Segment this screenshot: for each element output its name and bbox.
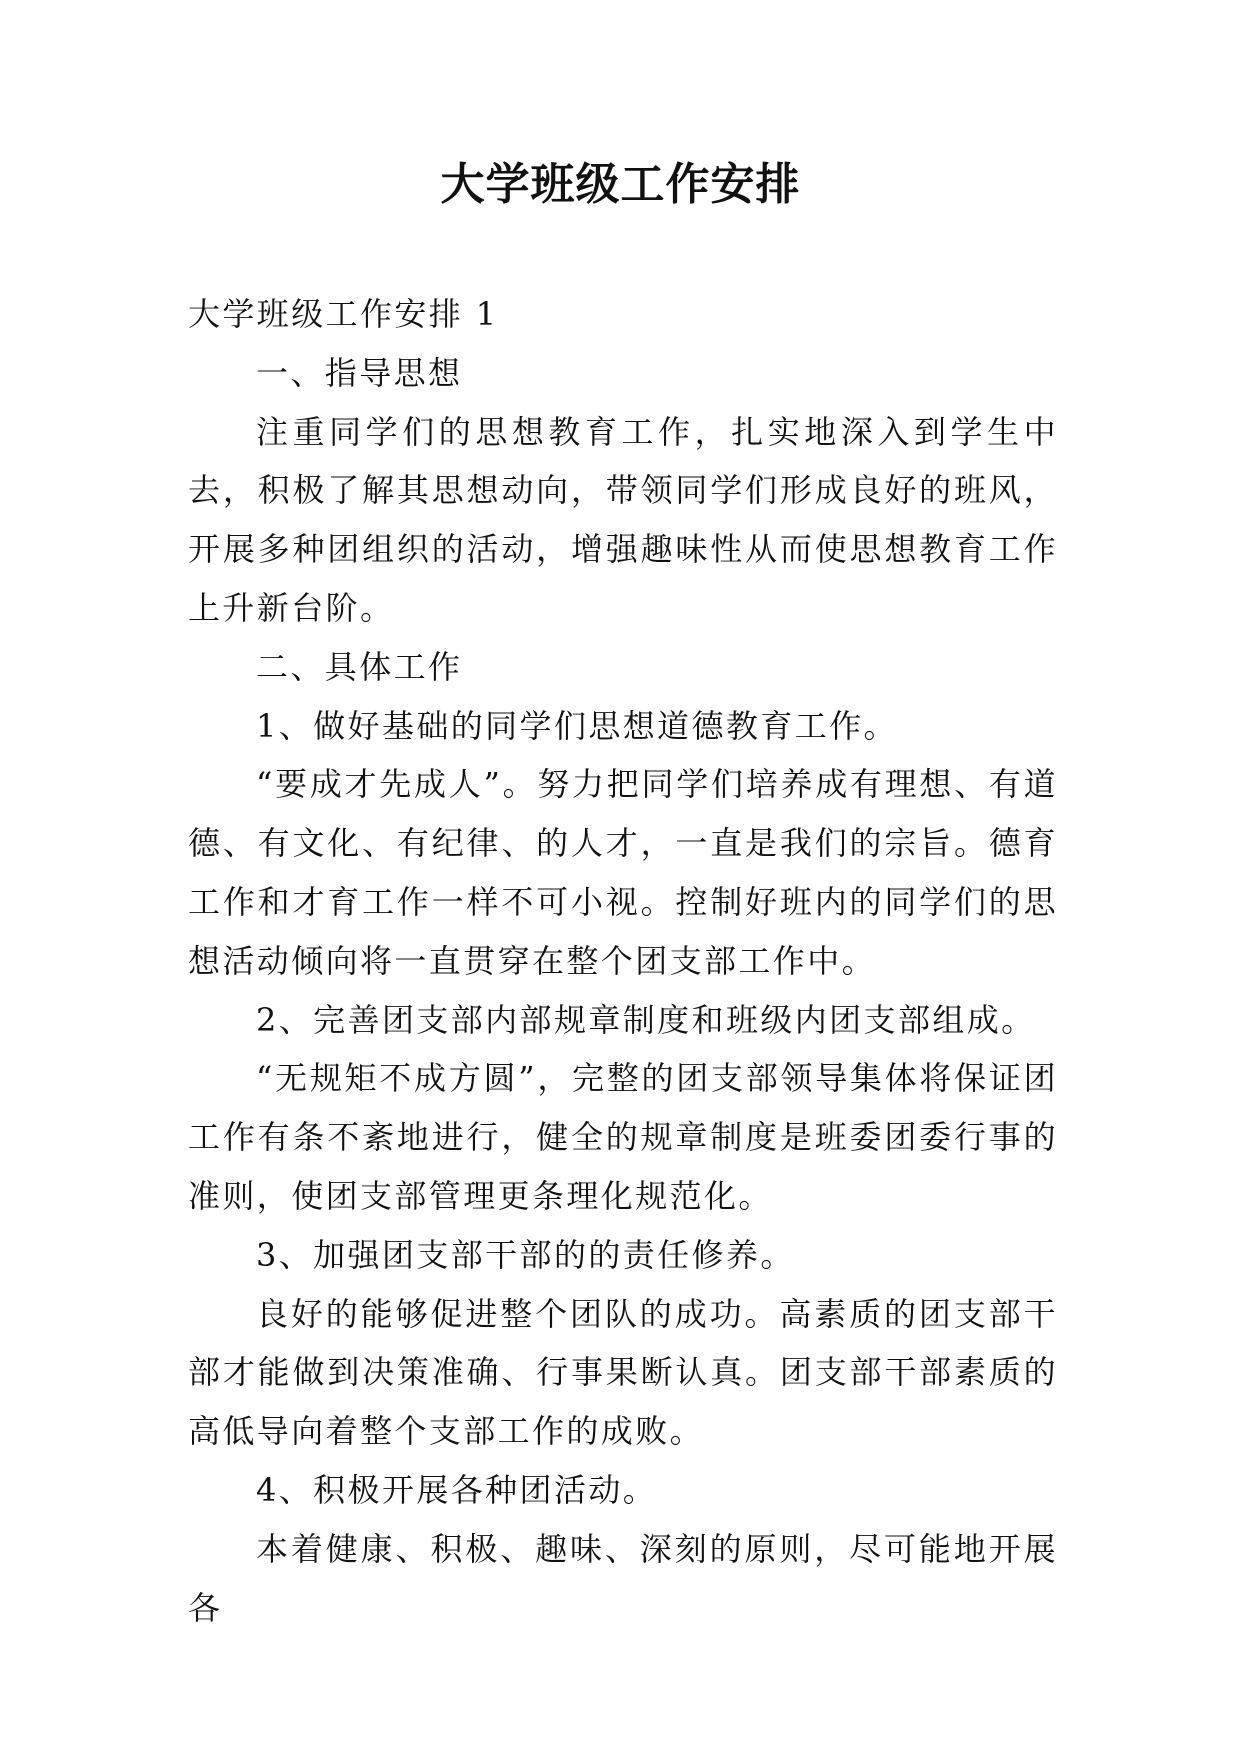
item-heading-2: 2、完善团支部内部规章制度和班级内团支部组成。 <box>256 1000 1036 1039</box>
paragraph-ideological-education: 注重同学们的思想教育工作，扎实地深入到学生中去，积极了解其思想动向，带领同学们形成良好的班风，开展多种团组织的活动，增强趣味性从而使思想教育工作上升新台阶。 <box>188 412 1058 627</box>
document-title: 大学班级工作安排 <box>440 159 801 210</box>
paragraph-item-4: 本着健康、积极、趣味、深刻的原则，尽可能地开展各 <box>188 1529 1058 1627</box>
paragraph-item-2: “无规矩不成方圆”，完整的团支部领导集体将保证团工作有条不紊地进行，健全的规章制度是班委团委行事的准则，使团支部管理更条理化规范化。 <box>188 1059 1058 1215</box>
item-heading-1: 1、做好基础的同学们思想道德教育工作。 <box>256 706 898 745</box>
item-heading-3: 3、加强团支部干部的的责任修养。 <box>256 1235 795 1274</box>
section-heading-guiding-ideology: 一、指导思想 <box>256 353 463 392</box>
paragraph-item-1: “要成才先成人”。努力把同学们培养成有理想、有道德、有文化、有纪律、的人才，一直是我们的宗旨。德育工作和才育工作一样不可小视。控制好班内的同学们的思想活动倾向将一直贯穿在整个团支部工作中。 <box>188 765 1058 980</box>
section-heading-specific-work: 二、具体工作 <box>256 647 463 686</box>
paragraph-item-3: 良好的能够促进整个团队的成功。高素质的团支部干部才能做到决策准确、行事果断认真。团支部干部素质的高低导向着整个支部工作的成败。 <box>188 1294 1058 1451</box>
item-heading-4: 4、积极开展各种团活动。 <box>256 1470 658 1509</box>
document-body <box>188 285 1058 1637</box>
document-subtitle: 大学班级工作安排 1 <box>188 295 499 333</box>
